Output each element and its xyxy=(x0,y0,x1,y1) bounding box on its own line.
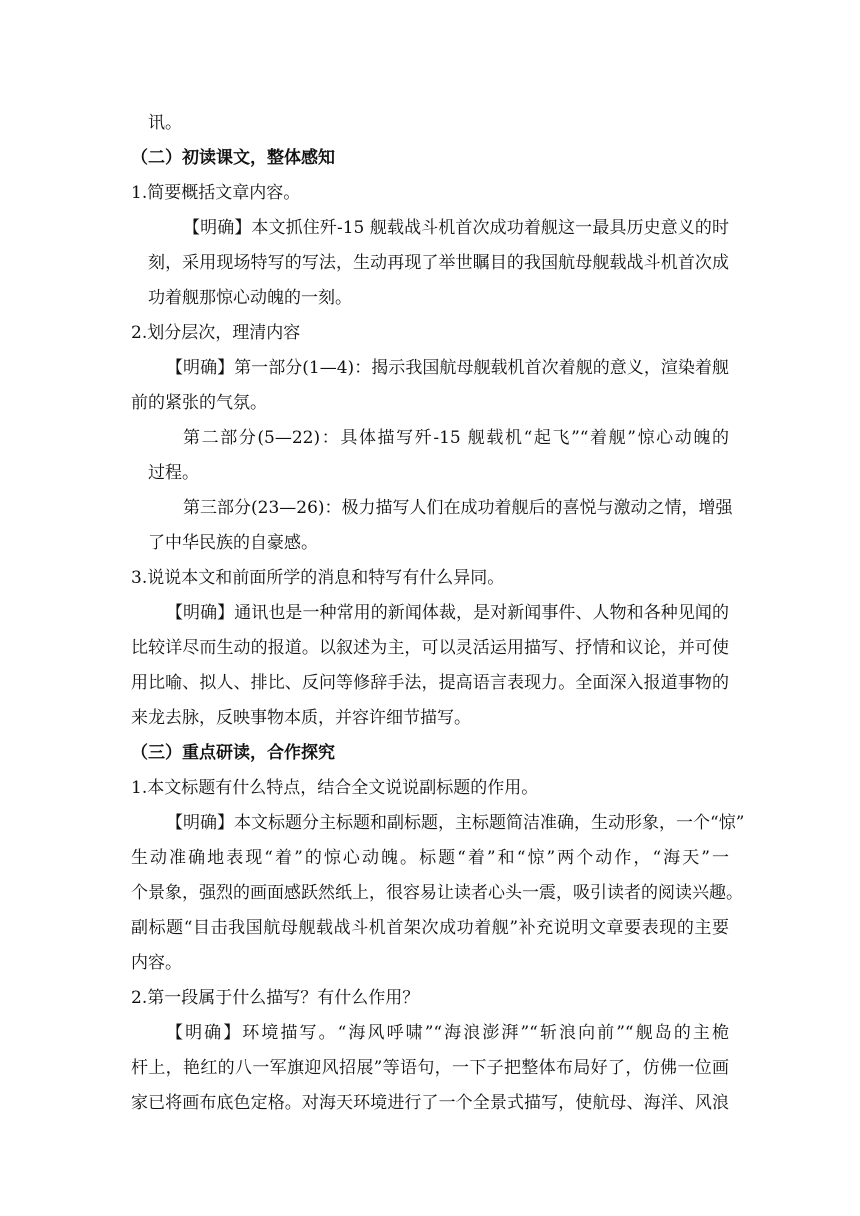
answer-line: 内容。 xyxy=(131,953,182,973)
answer-line: 【明确】通讯也是一种常用的新闻体裁，是对新闻事件、人物和各种见闻的 xyxy=(166,603,729,623)
question-line: 2.划分层次，理清内容 xyxy=(131,323,301,343)
answer-line: 功着舰那惊心动魄的一刻。 xyxy=(148,288,352,308)
question-line: 1.简要概括文章内容。 xyxy=(131,183,301,203)
text-line: 讯。 xyxy=(148,113,182,133)
answer-line: 过程。 xyxy=(148,463,199,483)
answer-line: 家已将画布底色定格。对海天环境进行了一个全景式描写，使航母、海洋、风浪 xyxy=(131,1093,729,1113)
answer-line: 第二部分(5—22)：具体描写歼-15 舰载机“起飞”“着舰”惊心动魄的 xyxy=(183,428,729,448)
answer-line: 个景象，强烈的画面感跃然纸上，很容易让读者心头一震，吸引读者的阅读兴趣。 xyxy=(131,883,743,903)
question-line: 3.说说本文和前面所学的消息和特写有什么异同。 xyxy=(131,568,505,588)
answer-line: 杆上，艳红的八一军旗迎风招展”等语句，一下子把整体布局好了，仿佛一位画 xyxy=(131,1058,729,1078)
question-line: 2.第一段属于什么描写？有什么作用？ xyxy=(131,988,420,1008)
answer-line: 【明确】环境描写。“海风呼啸”“海浪澎湃”“斩浪向前”“舰岛的主桅 xyxy=(166,1023,729,1043)
answer-line: 比较详尽而生动的报道。以叙述为主，可以灵活运用描写、抒情和议论，并可使 xyxy=(131,638,729,658)
section-heading: （三）重点研读，合作探究 xyxy=(131,743,335,763)
answer-line: 了中华民族的自豪感。 xyxy=(148,533,318,553)
answer-line: 来龙去脉，反映事物本质，并容许细节描写。 xyxy=(131,708,471,728)
answer-line: 【明确】本文抓住歼-15 舰载战斗机首次成功着舰这一最具历史意义的时 xyxy=(183,218,729,238)
answer-line: 【明确】本文标题分主标题和副标题，主标题简洁准确，生动形象，一个“惊” xyxy=(166,813,745,833)
answer-line: 生动准确地表现“着”的惊心动魄。标题“着”和“惊”两个动作，“海天”一 xyxy=(131,848,729,868)
answer-line: 刻，采用现场特写的写法，生动再现了举世瞩目的我国航母舰载战斗机首次成 xyxy=(148,253,729,273)
section-heading: （二）初读课文，整体感知 xyxy=(131,148,335,168)
question-line: 1.本文标题有什么特点，结合全文说说副标题的作用。 xyxy=(131,778,539,798)
answer-line: 副标题“目击我国航母舰载战斗机首架次成功着舰”补充说明文章要表现的主要 xyxy=(131,918,729,938)
answer-line: 【明确】第一部分(1—4)：揭示我国航母舰载机首次着舰的意义，渲染着舰 xyxy=(166,358,729,378)
answer-line: 前的紧张的气氛。 xyxy=(131,393,267,413)
answer-line: 用比喻、拟人、排比、反问等修辞手法，提高语言表现力。全面深入报道事物的 xyxy=(131,673,729,693)
answer-line: 第三部分(23—26)：极力描写人们在成功着舰后的喜悦与激动之情，增强 xyxy=(183,498,733,518)
